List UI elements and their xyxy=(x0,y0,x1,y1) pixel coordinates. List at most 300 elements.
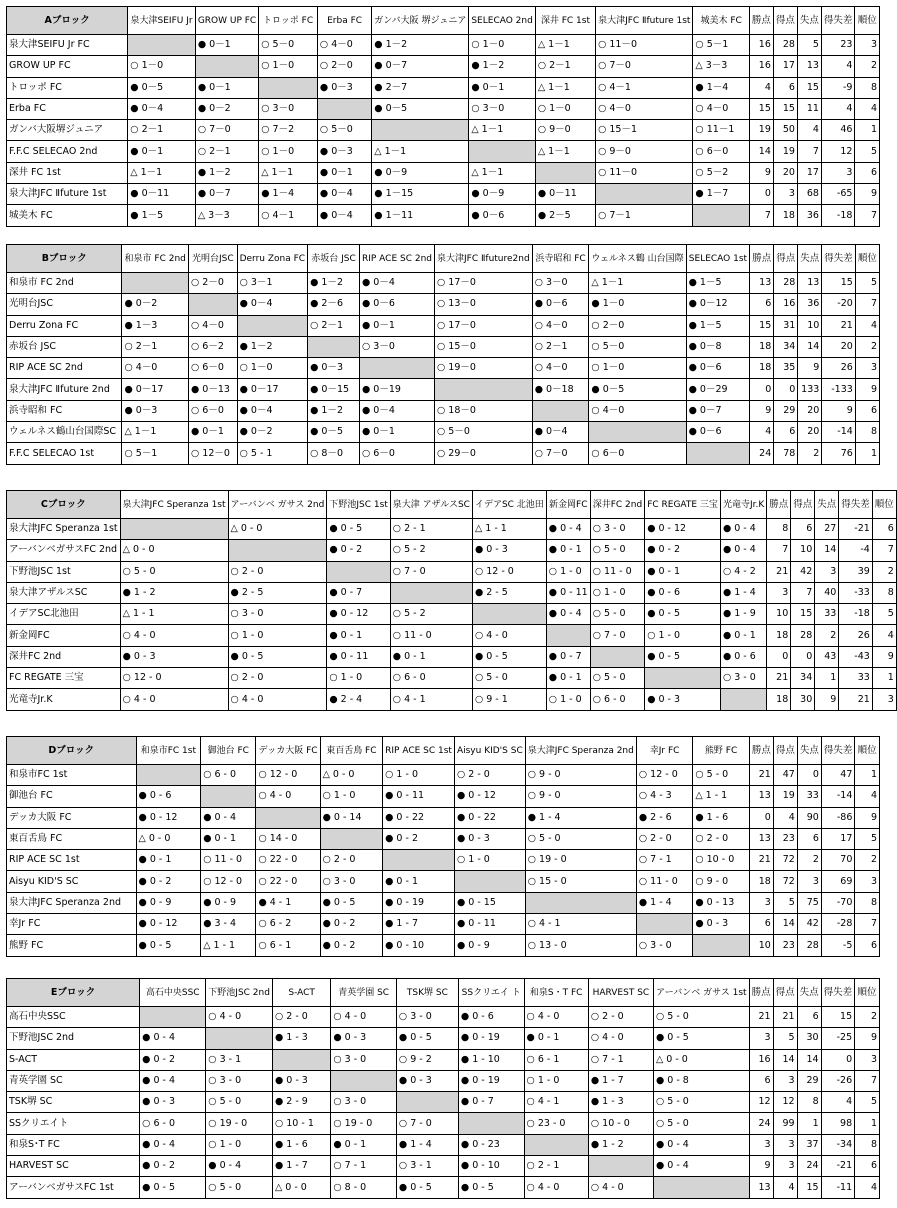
match-result: ○ 2－1 xyxy=(535,56,595,77)
match-result: ○ 6 - 0 xyxy=(590,689,644,710)
match-result: ● 4 - 1 xyxy=(256,892,320,913)
stat-value: 0 xyxy=(791,646,815,667)
match-result: ○ 4 - 2 xyxy=(720,561,766,582)
column-header: デッカ大阪 FC xyxy=(256,737,320,765)
stat-value: 13 xyxy=(749,1177,773,1198)
match-result: ○ 4－0 xyxy=(188,315,237,336)
self-match-cell xyxy=(645,668,721,689)
match-result: ○ 4－0 xyxy=(532,315,589,336)
match-result: ● 0 - 3 xyxy=(645,689,721,710)
column-header: 泉大津SEIFU Jr xyxy=(128,7,196,35)
match-result: ○ 10 - 0 xyxy=(588,1113,653,1134)
match-result: ● 0 - 6 xyxy=(136,786,201,807)
match-result: ○ 9 - 0 xyxy=(525,765,636,786)
team-name: 下野池JSC 2nd xyxy=(7,1028,140,1049)
self-match-cell xyxy=(590,646,644,667)
self-match-cell xyxy=(588,1156,653,1177)
match-result: ○ 12 - 0 xyxy=(256,765,320,786)
match-result: ○ 3－0 xyxy=(532,273,589,294)
match-result: ○ 19 - 0 xyxy=(206,1113,273,1134)
stat-value: 42 xyxy=(791,561,815,582)
match-result: ○ 7 - 1 xyxy=(588,1049,653,1070)
match-result: ○ 4－1 xyxy=(596,77,693,98)
match-result: ● 0－1 xyxy=(128,141,196,162)
match-result: ○ 5 - 0 xyxy=(653,1007,749,1028)
stat-value: 7 xyxy=(855,914,880,935)
self-match-cell xyxy=(237,315,308,336)
stat-value: 5 xyxy=(855,1092,880,1113)
team-name: アーバンベガサスFC 2nd xyxy=(7,540,121,561)
stat-value: 0 xyxy=(774,379,798,400)
self-match-cell xyxy=(201,786,256,807)
match-result: ○ 4 - 0 xyxy=(588,1028,653,1049)
self-match-cell xyxy=(272,1049,330,1070)
column-header: Erba FC xyxy=(317,7,371,35)
stat-value: 27 xyxy=(815,519,839,540)
stat-value: 70 xyxy=(821,850,855,871)
match-result: ● 0 - 5 xyxy=(458,1177,524,1198)
match-result: ● 1 - 10 xyxy=(458,1049,524,1070)
match-result: ○ 15 - 0 xyxy=(525,871,636,892)
column-header: HARVEST SC xyxy=(588,979,653,1007)
match-result: ● 0 - 5 xyxy=(653,1028,749,1049)
match-result: ○ 4 - 0 xyxy=(524,1177,588,1198)
stat-value: 2 xyxy=(815,625,839,646)
stat-value: 8 xyxy=(855,892,880,913)
match-result: ● 0 - 1 xyxy=(720,625,766,646)
match-result: ● 0 - 5 xyxy=(228,646,327,667)
match-result: ● 0 - 9 xyxy=(201,892,256,913)
match-result: ● 1－11 xyxy=(372,205,469,226)
match-result: ● 2 - 9 xyxy=(272,1092,330,1113)
stat-value: 34 xyxy=(774,336,798,357)
stat-header: 順位 xyxy=(855,979,880,1007)
team-name: 泉大津JFC Speranza 1st xyxy=(7,519,121,540)
match-result: △ 1 - 1 xyxy=(693,786,749,807)
stat-header: 得失差 xyxy=(821,737,855,765)
match-result: ● 1 - 2 xyxy=(588,1134,653,1155)
table-row xyxy=(7,205,880,226)
match-result: ○ 2－0 xyxy=(317,56,371,77)
stat-value: 10 xyxy=(791,540,815,561)
team-name: 光竜寺Jr.K xyxy=(7,689,121,710)
match-result: ● 0 - 14 xyxy=(320,807,383,828)
match-result: ● 0 - 6 xyxy=(720,646,766,667)
stat-value: 9 xyxy=(798,358,822,379)
stat-value: 15 xyxy=(773,98,797,119)
stat-value: 7 xyxy=(855,294,879,315)
match-result: ● 0 - 2 xyxy=(320,935,383,956)
match-result: ● 0 - 19 xyxy=(458,1070,524,1091)
column-header: 泉大津JFC Ⅱfuture 1st xyxy=(596,7,693,35)
stat-value: 2 xyxy=(872,561,896,582)
stat-value: 14 xyxy=(815,540,839,561)
match-result: ● 0 - 22 xyxy=(454,807,525,828)
match-result: ● 0－9 xyxy=(372,162,469,183)
stat-value: 21 xyxy=(773,1007,797,1028)
match-result: ○ 1－0 xyxy=(128,56,196,77)
match-result: ○ 23 - 0 xyxy=(524,1113,588,1134)
match-result: ● 0 - 3 xyxy=(396,1070,458,1091)
team-name: GROW UP FC xyxy=(7,56,128,77)
self-match-cell xyxy=(525,892,636,913)
table-row xyxy=(7,914,880,935)
table-row xyxy=(7,1070,880,1091)
match-result: ○ 6－0 xyxy=(188,400,237,421)
team-name: FC REGATE 三宝 xyxy=(7,668,121,689)
match-result: ○ 5－0 xyxy=(589,336,686,357)
match-result: ○ 11 - 0 xyxy=(636,871,692,892)
column-header: 泉大津JFC Ⅱfuture2nd xyxy=(435,245,533,273)
stat-value: 17 xyxy=(773,56,797,77)
match-result: ○ 3 - 1 xyxy=(206,1049,273,1070)
match-result: ● 2 - 5 xyxy=(228,582,327,603)
column-header: 和泉市FC 1st xyxy=(136,737,201,765)
stat-value: 2 xyxy=(797,850,821,871)
stat-value: 20 xyxy=(773,162,797,183)
match-result: ● 0－2 xyxy=(195,98,258,119)
match-result: ○ 7－2 xyxy=(259,120,318,141)
stat-value: 133 xyxy=(798,379,822,400)
stat-value: 5 xyxy=(872,604,896,625)
stat-header: 得失差 xyxy=(822,245,856,273)
stat-value: 14 xyxy=(773,914,797,935)
stat-header: 失点 xyxy=(797,7,821,35)
match-result: ● 0 - 6 xyxy=(645,582,721,603)
match-result: △ 1－1 xyxy=(259,162,318,183)
stat-header: 失点 xyxy=(815,491,839,519)
match-result: △ 1－1 xyxy=(535,35,595,56)
match-result: △ 0 - 0 xyxy=(320,765,383,786)
self-match-cell xyxy=(524,1134,588,1155)
stat-value: 34 xyxy=(791,668,815,689)
team-name: F.F.C SELECAO 1st xyxy=(7,443,122,464)
match-result: ● 0 - 1 xyxy=(645,561,721,582)
match-result: ● 0－17 xyxy=(237,379,308,400)
column-header: SELECAO 2nd xyxy=(469,7,535,35)
match-result: ● 0 - 1 xyxy=(524,1028,588,1049)
stat-value: 10 xyxy=(798,315,822,336)
match-result: ● 0 - 11 xyxy=(383,786,455,807)
column-header: アーバンベ ガサス 1st xyxy=(653,979,749,1007)
self-match-cell xyxy=(458,1113,524,1134)
match-result: ● 1 - 6 xyxy=(693,807,749,828)
stat-value: 13 xyxy=(750,273,774,294)
team-name: 下野池JSC 1st xyxy=(7,561,121,582)
self-match-cell xyxy=(259,77,318,98)
match-result: ● 0 - 23 xyxy=(458,1134,524,1155)
match-result: ○ 3－0 xyxy=(259,98,318,119)
stat-value: 76 xyxy=(822,443,856,464)
match-result: ○ 12 - 0 xyxy=(636,765,692,786)
column-header: 青英学園 SC xyxy=(331,979,397,1007)
match-result: ○ 6 - 0 xyxy=(390,668,472,689)
match-result: ● 0－6 xyxy=(359,294,434,315)
stat-value: 6 xyxy=(774,422,798,443)
stat-value: 7 xyxy=(872,540,896,561)
stat-value: 21 xyxy=(767,668,791,689)
column-header: S-ACT xyxy=(272,979,330,1007)
self-match-cell xyxy=(720,689,766,710)
match-result: ○ 22 - 0 xyxy=(256,850,320,871)
match-result: ○ 5－2 xyxy=(693,162,749,183)
team-name: 和泉S･T FC xyxy=(7,1134,140,1155)
self-match-cell xyxy=(396,1092,458,1113)
stat-value: 16 xyxy=(774,294,798,315)
team-name: デッカ大阪 FC xyxy=(7,807,137,828)
match-result: ○ 1 - 0 xyxy=(327,668,390,689)
match-result: ● 0 - 2 xyxy=(140,1049,206,1070)
match-result: ○ 7－0 xyxy=(596,56,693,77)
stat-value: 20 xyxy=(822,336,856,357)
match-result: ○ 3 - 0 xyxy=(590,519,644,540)
self-match-cell xyxy=(686,443,750,464)
stat-value: 3 xyxy=(773,1070,797,1091)
table-row xyxy=(7,519,897,540)
match-result: ○ 2 - 0 xyxy=(588,1007,653,1028)
table-row xyxy=(7,604,897,625)
match-result: ● 0 - 4 xyxy=(140,1134,206,1155)
match-result: ○ 4－0 xyxy=(596,98,693,119)
stat-value: 78 xyxy=(774,443,798,464)
match-result: ● 0－2 xyxy=(237,422,308,443)
match-result: ● 0 - 5 xyxy=(320,892,383,913)
stat-value: 6 xyxy=(749,914,773,935)
match-result: ● 0 - 7 xyxy=(327,582,390,603)
match-result: ○ 4 - 0 xyxy=(120,689,228,710)
match-result: ○ 1－0 xyxy=(237,358,308,379)
match-result: ○ 2 - 0 xyxy=(272,1007,330,1028)
stat-value: 10 xyxy=(767,604,791,625)
column-header: SSクリエイ ト xyxy=(458,979,524,1007)
table-row xyxy=(7,1177,880,1198)
match-result: ○ 4 - 3 xyxy=(636,786,692,807)
stat-value: 8 xyxy=(872,582,896,603)
match-result: ● 0－1 xyxy=(195,35,258,56)
match-result: ○ 11－0 xyxy=(596,162,693,183)
table-row xyxy=(7,1049,880,1070)
match-result: ○ 4 - 0 xyxy=(120,625,228,646)
stat-value: 4 xyxy=(855,98,880,119)
stat-value: 28 xyxy=(791,625,815,646)
match-result: ○ 2－1 xyxy=(122,336,189,357)
stat-value: 19 xyxy=(773,141,797,162)
match-result: ○ 7 - 0 xyxy=(390,561,472,582)
match-result: ● 0－8 xyxy=(686,336,750,357)
match-result: △ 3－3 xyxy=(195,205,258,226)
column-header: 下野池JSC 2nd xyxy=(206,979,273,1007)
match-result: ○ 15－0 xyxy=(435,336,533,357)
column-header: Aisyu KID'S SC xyxy=(454,737,525,765)
team-name: 東百舌鳥 FC xyxy=(7,828,137,849)
stat-header: 勝点 xyxy=(749,737,773,765)
stat-value: 29 xyxy=(774,400,798,421)
match-result: ○ 12 - 0 xyxy=(472,561,546,582)
stat-value: 9 xyxy=(815,689,839,710)
self-match-cell xyxy=(693,205,749,226)
stat-value: -33 xyxy=(839,582,873,603)
match-result: ● 2－6 xyxy=(308,294,360,315)
match-result: ● 0－1 xyxy=(359,315,434,336)
self-match-cell xyxy=(535,162,595,183)
match-result: ○ 5－0 xyxy=(317,120,371,141)
match-result: △ 1－1 xyxy=(589,273,686,294)
match-result: ● 0－7 xyxy=(372,56,469,77)
match-result: ● 0－5 xyxy=(308,422,360,443)
stat-value: 3 xyxy=(767,582,791,603)
stat-value: 0 xyxy=(749,184,773,205)
table-row xyxy=(7,141,880,162)
stat-value: 12 xyxy=(749,1092,773,1113)
stat-header: 勝点 xyxy=(749,7,773,35)
stat-value: 1 xyxy=(855,120,880,141)
team-name: 青英学園 SC xyxy=(7,1070,140,1091)
column-header: 深井FC 2nd xyxy=(590,491,644,519)
stat-value: 18 xyxy=(773,205,797,226)
self-match-cell xyxy=(136,765,201,786)
match-result: ○ 14 - 0 xyxy=(256,828,320,849)
match-result: △ 1 - 1 xyxy=(472,519,546,540)
stat-value: 3 xyxy=(855,358,879,379)
stat-value: -70 xyxy=(821,892,855,913)
match-result: ○ 10 - 1 xyxy=(272,1113,330,1134)
match-result: ○ 11－0 xyxy=(596,35,693,56)
match-result: ● 1 - 2 xyxy=(120,582,228,603)
table-row xyxy=(7,582,897,603)
team-name: 高石中央SSC xyxy=(7,1007,140,1028)
self-match-cell xyxy=(206,1028,273,1049)
match-result: △ 1 - 1 xyxy=(120,604,228,625)
match-result: ● 1－2 xyxy=(308,273,360,294)
table-row xyxy=(7,358,880,379)
match-result: ● 0 - 12 xyxy=(454,786,525,807)
stat-value: 21 xyxy=(839,689,873,710)
match-result: ○ 5 - 2 xyxy=(390,540,472,561)
match-result: △ 1－1 xyxy=(128,162,196,183)
self-match-cell xyxy=(188,294,237,315)
table-row xyxy=(7,336,880,357)
stat-value: 0 xyxy=(749,807,773,828)
match-result: ○ 9 - 1 xyxy=(472,689,546,710)
match-result: ● 0 - 3 xyxy=(693,914,749,935)
match-result: ○ 17－0 xyxy=(435,273,533,294)
team-name: 深井FC 2nd xyxy=(7,646,121,667)
match-result: ● 0－4 xyxy=(359,273,434,294)
match-result: ○ 2 - 0 xyxy=(320,850,383,871)
self-match-cell xyxy=(636,914,692,935)
match-result: ○ 2－1 xyxy=(532,336,589,357)
match-result: ● 0 - 4 xyxy=(206,1156,273,1177)
column-header: 赤坂台 JSC xyxy=(308,245,360,273)
match-result: ● 0－9 xyxy=(469,184,535,205)
stat-value: 5 xyxy=(773,892,797,913)
match-result: ○ 3 - 1 xyxy=(396,1156,458,1177)
stat-value: -14 xyxy=(822,422,856,443)
stat-value: 37 xyxy=(797,1134,821,1155)
match-result: ● 0－11 xyxy=(535,184,595,205)
stat-header: 勝点 xyxy=(750,245,774,273)
match-result: ○ 11 - 0 xyxy=(390,625,472,646)
match-result: ○ 1 - 0 xyxy=(546,689,590,710)
team-name: 浜寺昭和 FC xyxy=(7,400,122,421)
team-name: ガンバ大阪堺ジュニア xyxy=(7,120,128,141)
match-result: ○ 2 - 1 xyxy=(390,519,472,540)
stat-value: -21 xyxy=(839,519,873,540)
stat-value: 14 xyxy=(773,1049,797,1070)
match-result: ● 0 - 12 xyxy=(136,914,201,935)
stat-value: 3 xyxy=(749,1028,773,1049)
block-name: Dブロック xyxy=(7,737,137,765)
self-match-cell xyxy=(320,828,383,849)
block-name: Eブロック xyxy=(7,979,140,1007)
match-result: ○ 5 - 0 xyxy=(590,540,644,561)
stat-value: 33 xyxy=(797,786,821,807)
team-name: トロッポ FC xyxy=(7,77,128,98)
stat-value: 19 xyxy=(749,120,773,141)
self-match-cell xyxy=(120,519,228,540)
match-result: ● 0－2 xyxy=(122,294,189,315)
stat-value: 9 xyxy=(749,1156,773,1177)
match-result: ○ 8－0 xyxy=(308,443,360,464)
match-result: ● 0 - 4 xyxy=(140,1070,206,1091)
stat-value: 4 xyxy=(773,807,797,828)
table-row xyxy=(7,1028,880,1049)
stat-value: 3 xyxy=(797,871,821,892)
match-result: ○ 5－0 xyxy=(259,35,318,56)
match-result: ○ 11 - 0 xyxy=(590,561,644,582)
match-result: ● 1－15 xyxy=(372,184,469,205)
match-result: ○ 6－0 xyxy=(693,141,749,162)
stat-value: 33 xyxy=(839,668,873,689)
stat-value: 6 xyxy=(773,77,797,98)
match-result: ● 0 - 7 xyxy=(458,1092,524,1113)
stat-value: 17 xyxy=(797,162,821,183)
column-header: 泉大津JFC Speranza 1st xyxy=(120,491,228,519)
stat-value: 10 xyxy=(749,935,773,956)
stat-value: 8 xyxy=(855,77,880,98)
team-name: 赤坂台 JSC xyxy=(7,336,122,357)
stat-value: 6 xyxy=(749,1070,773,1091)
stat-header: 得失差 xyxy=(821,979,855,1007)
stat-value: 14 xyxy=(798,336,822,357)
stat-value: -14 xyxy=(821,786,855,807)
self-match-cell xyxy=(435,379,533,400)
stat-value: 50 xyxy=(773,120,797,141)
match-result: ● 0 - 4 xyxy=(720,519,766,540)
stat-value: 15 xyxy=(791,604,815,625)
stat-value: 8 xyxy=(855,422,879,443)
stat-value: 20 xyxy=(798,422,822,443)
stat-value: 5 xyxy=(855,141,880,162)
table-row xyxy=(7,689,897,710)
stat-value: 1 xyxy=(797,1113,821,1134)
table-row xyxy=(7,1134,880,1155)
match-result: ○ 6－2 xyxy=(188,336,237,357)
stat-value: 21 xyxy=(749,1007,773,1028)
stat-value: 16 xyxy=(749,35,773,56)
match-result: ● 1－4 xyxy=(693,77,749,98)
self-match-cell xyxy=(532,400,589,421)
match-result: ○ 7－0 xyxy=(532,443,589,464)
column-header: アーバンベ ガサス 2nd xyxy=(228,491,327,519)
match-result: ○ 2 - 0 xyxy=(693,828,749,849)
stat-value: 4 xyxy=(749,77,773,98)
stat-value: -11 xyxy=(821,1177,855,1198)
match-result: ○ 5 - 0 xyxy=(206,1092,273,1113)
match-result: ● 0－17 xyxy=(122,379,189,400)
stat-value: 15 xyxy=(821,1007,855,1028)
column-header: TSK堺 SC xyxy=(396,979,458,1007)
